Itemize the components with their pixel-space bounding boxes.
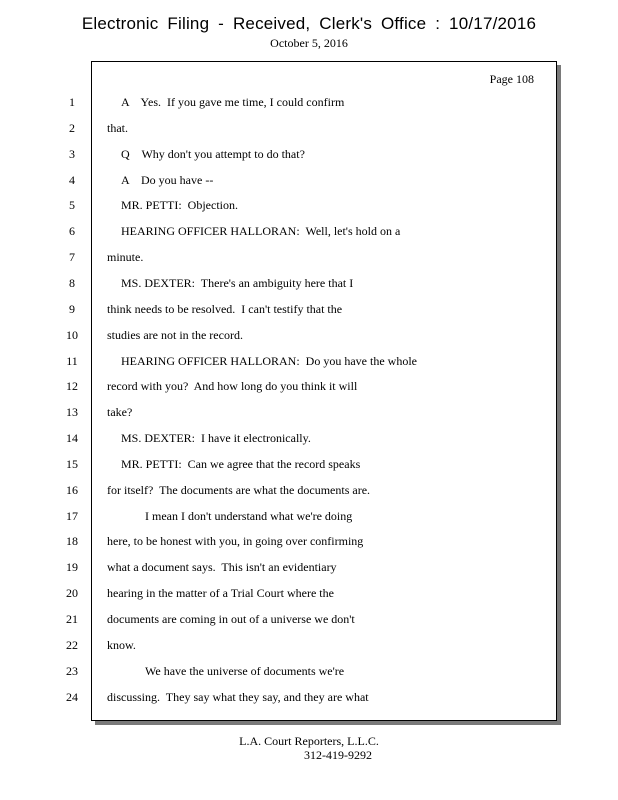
transcript-line: documents are coming in out of a universe we don't bbox=[107, 612, 355, 626]
line-number: 19 bbox=[66, 560, 78, 575]
line-number: 1 bbox=[69, 95, 75, 109]
transcript-line: MR. PETTI: Can we agree that the record speaks bbox=[121, 456, 361, 471]
transcript-line: take? bbox=[107, 405, 133, 420]
transcript-line: Q Why don't you attempt to do that? bbox=[121, 146, 305, 161]
transcript-line: minute. bbox=[107, 250, 144, 265]
transcript-line: A Do you have -- bbox=[121, 172, 214, 187]
transcript-line: MS. DEXTER: I have it electronically. bbox=[121, 431, 311, 446]
transcript-line: that. bbox=[107, 120, 128, 135]
line-number: 16 bbox=[66, 482, 78, 497]
transcript-line: record with you? And how long do you think it will bbox=[107, 379, 358, 394]
transcript-line: for itself? The documents are what the documents are. bbox=[107, 482, 371, 497]
line-number: 7 bbox=[69, 250, 75, 265]
transcript-line: MR. PETTI: Objection. bbox=[121, 198, 238, 213]
transcript-line: know. bbox=[107, 637, 136, 652]
transcript-line: studies are not in the record. bbox=[107, 327, 243, 342]
line-number: 15 bbox=[66, 456, 78, 471]
transcript-line: We have the universe of documents we're bbox=[145, 663, 345, 678]
transcript-line: discussing. They say what they say, and they are what bbox=[107, 689, 369, 704]
line-number: 18 bbox=[66, 534, 78, 549]
reporter-company: L.A. Court Reporters, L.L.C. bbox=[239, 734, 379, 748]
page-number: Page 108 bbox=[489, 72, 534, 86]
transcript-line: think needs to be resolved. I can't testify that the bbox=[107, 301, 343, 316]
transcript-line: what a document says. This isn't an evidentiary bbox=[107, 560, 337, 575]
line-number: 8 bbox=[69, 275, 75, 290]
line-number: 12 bbox=[66, 379, 78, 394]
line-number: 4 bbox=[69, 172, 75, 187]
line-number: 9 bbox=[69, 301, 75, 316]
line-number: 11 bbox=[66, 353, 78, 368]
line-number: 23 bbox=[66, 663, 78, 678]
transcript-line: I mean I don't understand what we're doing bbox=[145, 508, 353, 523]
line-number: 2 bbox=[69, 120, 75, 135]
line-number: 14 bbox=[66, 431, 78, 446]
reporter-phone: 312-419-9292 bbox=[304, 748, 372, 762]
line-number: 20 bbox=[66, 586, 78, 601]
line-number: 5 bbox=[69, 198, 75, 213]
filing-stamp: Electronic Filing - Received, Clerk's Office : 10/17/2016 bbox=[81, 14, 537, 33]
line-number: 3 bbox=[69, 146, 75, 161]
line-number: 24 bbox=[66, 689, 78, 704]
transcript-line: MS. DEXTER: There's an ambiguity here that I bbox=[121, 275, 354, 290]
line-number: 10 bbox=[66, 327, 78, 342]
transcript-date: October 5, 2016 bbox=[270, 36, 348, 50]
transcript-line: HEARING OFFICER HALLORAN: Well, let's hold on a bbox=[121, 224, 401, 239]
line-number: 22 bbox=[66, 637, 78, 652]
line-number: 13 bbox=[66, 405, 78, 420]
line-number: 21 bbox=[66, 612, 78, 626]
transcript-line: here, to be honest with you, in going over confirming bbox=[107, 534, 364, 549]
line-number: 17 bbox=[66, 508, 78, 523]
transcript-line: hearing in the matter of a Trial Court where the bbox=[107, 586, 334, 601]
transcript-line: HEARING OFFICER HALLORAN: Do you have the whole bbox=[121, 353, 417, 368]
transcript-line: A Yes. If you gave me time, I could confirm bbox=[121, 95, 345, 109]
line-number: 6 bbox=[69, 224, 75, 239]
